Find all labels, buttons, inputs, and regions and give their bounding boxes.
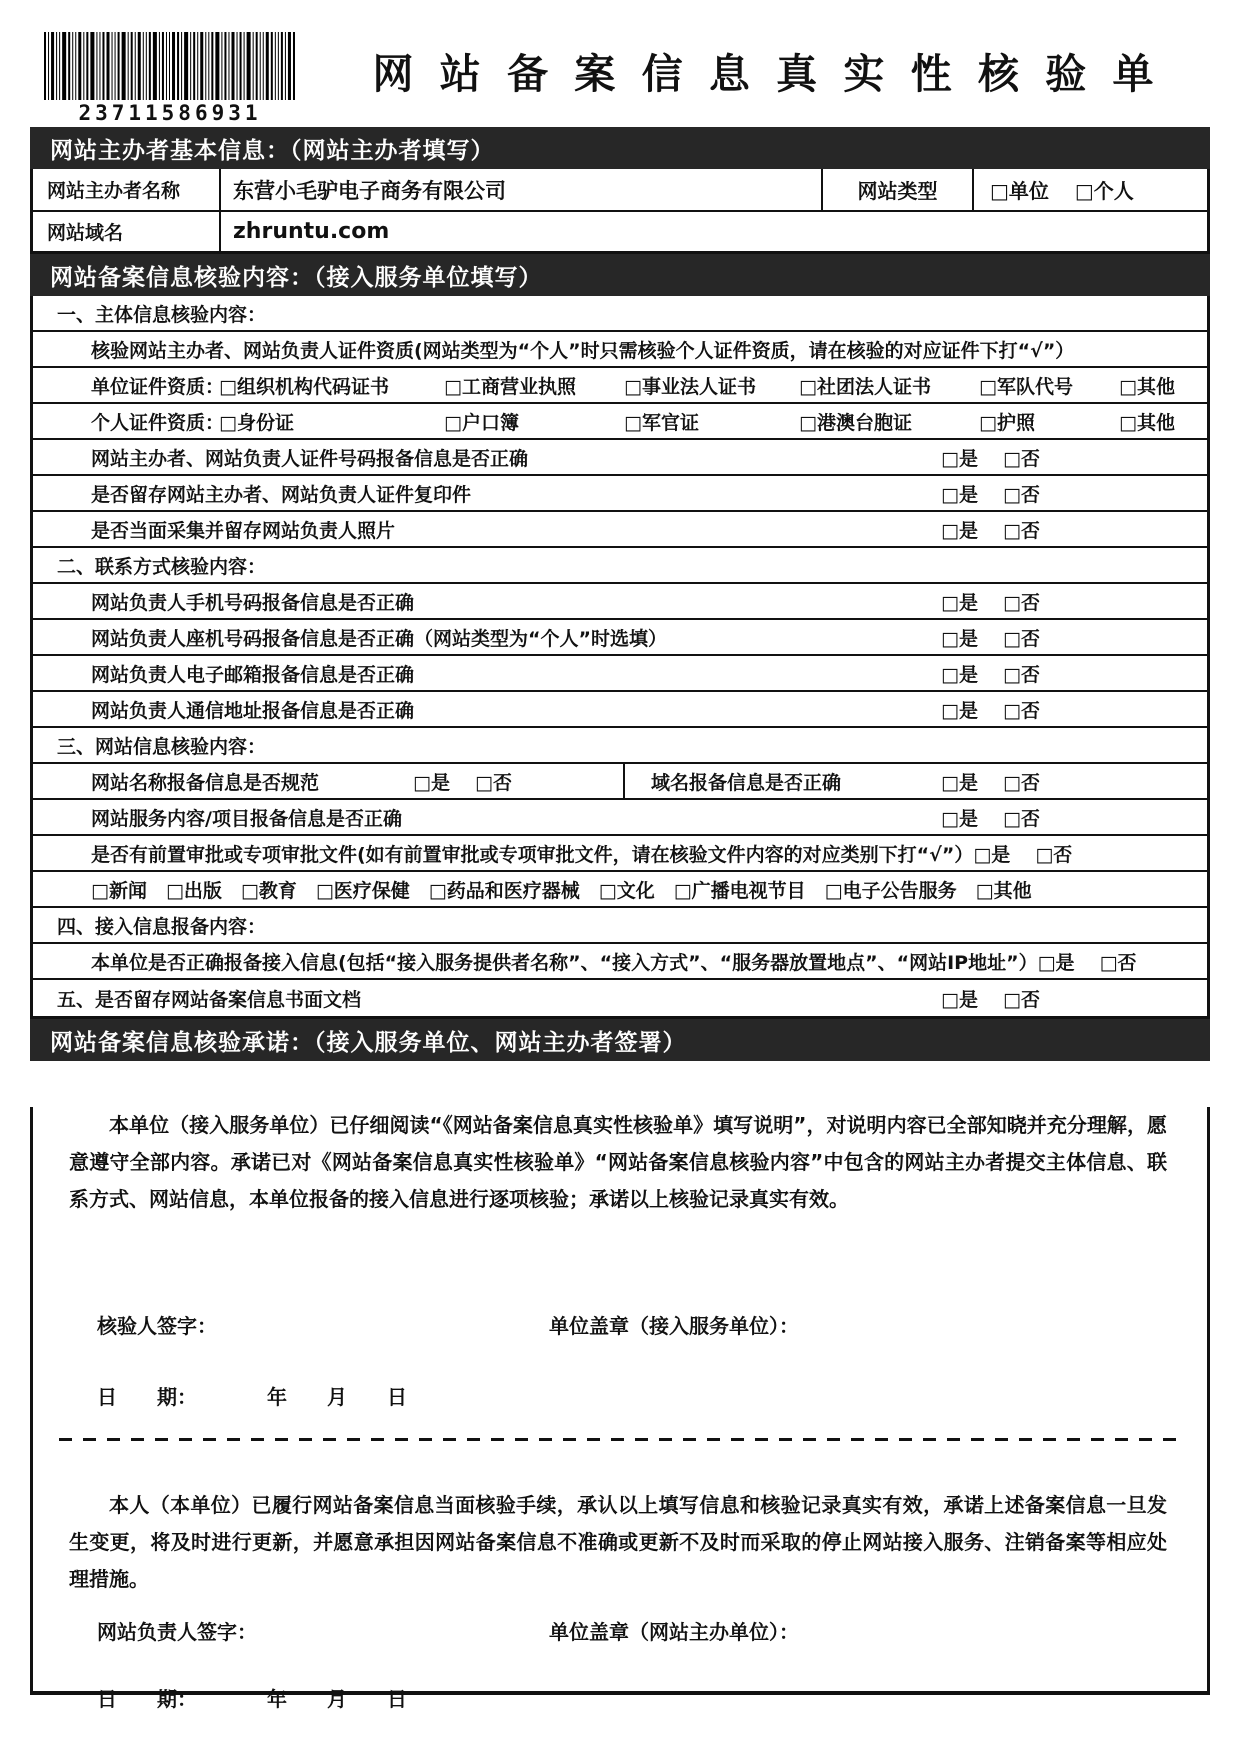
row-text: 核验网站主办者、网站负责人证件资质(网站类型为“个人”时只需核验个人证件资质，请在核验的对应证件下打“√”） — [91, 339, 1075, 362]
verify-row-section-1 — [33, 296, 1207, 332]
site-type-options — [974, 169, 1207, 210]
row-text: 本单位是否正确报备接入信息(包括“接入服务提供者名称”、“接入方式”、“服务器放置地点”、“网站IP地址”） — [91, 951, 1038, 974]
no-checkbox[interactable]: □否 — [1003, 988, 1040, 1011]
row-text: 网站负责人电子邮箱报备信息是否正确 — [91, 663, 415, 686]
cert-checkbox[interactable]: □事业法人证书 — [624, 375, 756, 398]
row-text: 二、联系方式核验内容： — [57, 555, 267, 578]
cert-checkbox[interactable]: □港澳台胞证 — [799, 411, 912, 434]
row-text: 域名报备信息是否正确 — [651, 771, 842, 794]
date-line-owner: 日 期： 年 月 日 — [97, 1687, 407, 1711]
no-checkbox[interactable]: □否 — [475, 771, 512, 794]
row-text: 是否留存网站主办者、网站负责人证件复印件 — [91, 483, 472, 506]
row-text: 网站主办者、网站负责人证件号码报备信息是否正确 — [91, 447, 529, 470]
type-unit-checkbox[interactable]: □单位 — [990, 179, 1049, 203]
isp-seal-label: 单位盖章（接入服务单位）： — [549, 1314, 799, 1338]
page-title: 网 站 备 案 信 息 真 实 性 核 验 单 — [372, 50, 1160, 98]
cert-checkbox[interactable]: □社团法人证书 — [799, 375, 931, 398]
yes-checkbox[interactable]: □是 — [941, 627, 978, 650]
no-checkbox[interactable]: □否 — [1003, 807, 1040, 830]
promise-section-header: 网站备案信息核验承诺：（接入服务单位、网站主办者签署） — [30, 1019, 1210, 1061]
owner-seal-label: 单位盖章（网站主办单位）： — [549, 1620, 799, 1644]
no-checkbox[interactable]: □否 — [1003, 483, 1040, 506]
signature-row-owner — [59, 1616, 1181, 1645]
page-header — [30, 32, 1210, 127]
form-page — [30, 0, 1210, 1711]
verify-section-header: 网站备案信息核验内容：（接入服务单位填写） — [30, 254, 1210, 296]
row-text: 四、接入信息报备内容： — [57, 915, 267, 938]
cert-checkbox[interactable]: □其他 — [1119, 411, 1175, 434]
domain-check-cell — [625, 764, 1207, 798]
domain-label: 网站域名 — [33, 212, 221, 251]
cert-checkbox[interactable]: □护照 — [979, 411, 1035, 434]
yes-checkbox[interactable]: □是 — [413, 771, 450, 794]
yes-checkbox[interactable]: □是 — [941, 988, 978, 1011]
verify-row-check — [33, 620, 1207, 656]
owner-name-label: 网站主办者名称 — [33, 169, 221, 210]
yes-checkbox[interactable]: □是 — [941, 663, 978, 686]
no-checkbox[interactable]: □否 — [1003, 771, 1040, 794]
verify-row-check — [33, 800, 1207, 836]
domain-value: zhruntu.com — [233, 219, 390, 244]
cert-checkbox[interactable]: □工商营业执照 — [444, 375, 576, 398]
verify-row-approval-categories — [33, 872, 1207, 908]
yes-checkbox[interactable]: □是 — [941, 771, 978, 794]
verify-row-section-3 — [33, 728, 1207, 764]
no-checkbox[interactable]: □否 — [1003, 663, 1040, 686]
verify-row-check — [33, 944, 1207, 980]
cert-checkbox[interactable]: □军官证 — [624, 411, 699, 434]
yes-checkbox[interactable]: □是 — [941, 519, 978, 542]
site-manager-signature-label: 网站负责人签字： — [97, 1620, 257, 1644]
category-checkboxes[interactable]: □新闻 □出版 □教育 □医疗保健 □药品和医疗器械 □文化 □广播电视节目 □电子公告服务 □其他 — [91, 879, 1032, 902]
verify-row-check — [33, 476, 1207, 512]
barcode-number: 23711586931 — [78, 101, 262, 125]
type-personal-checkbox[interactable]: □个人 — [1074, 179, 1134, 203]
yes-checkbox[interactable]: □是 — [941, 447, 978, 470]
row-text: 三、网站信息核验内容： — [57, 735, 267, 758]
verify-row-check — [33, 836, 1207, 872]
row-text: 单位证件资质： — [91, 375, 225, 398]
cert-checkbox[interactable]: □组织机构代码证书 — [219, 375, 389, 398]
site-type-label: 网站类型 — [821, 169, 974, 210]
yes-checkbox[interactable]: □是 — [1037, 951, 1075, 974]
row-text: 网站服务内容/项目报备信息是否正确 — [91, 807, 402, 830]
verify-row-check — [33, 692, 1207, 728]
no-checkbox[interactable]: □否 — [1003, 699, 1040, 722]
table-row — [33, 169, 1207, 212]
verify-row-unit-certs — [33, 368, 1207, 404]
verify-row-split — [33, 764, 1207, 800]
row-text: 网站负责人通信地址报备信息是否正确 — [91, 699, 415, 722]
promise-paragraph-owner: 本人（本单位）已履行网站备案信息当面核验手续，承认以上填写信息和核验记录真实有效，承诺上述备案信息一旦发生变更，将及时进行更新，并愿意承担因网站备案信息不准确或更新不及时而采取的停止网站接入服务、注销备案等相应处理措施。 — [69, 1493, 1167, 1591]
verify-row-check — [33, 584, 1207, 620]
barcode-icon — [44, 32, 296, 100]
verify-row-check — [33, 656, 1207, 692]
promise-paragraph-isp: 本单位（接入服务单位）已仔细阅读“《网站备案信息真实性核验单》填写说明”，对说明内容已全部知晓并充分理解，愿意遵守全部内容。承诺已对《网站备案信息真实性核验单》“网站备案信息核验内容”中包含的网站主办者提交主体信息、联系方式、网站信息，本单位报备的接入信息进行逐项核验；承诺以上核验记录真实有效。 — [69, 1113, 1167, 1211]
yes-checkbox[interactable]: □是 — [941, 699, 978, 722]
verify-row-personal-certs — [33, 404, 1207, 440]
owner-section-header: 网站主办者基本信息：（网站主办者填写） — [30, 127, 1210, 169]
yes-checkbox[interactable]: □是 — [941, 483, 978, 506]
no-checkbox[interactable]: □否 — [1099, 951, 1137, 974]
row-text: 是否当面采集并留存网站负责人照片 — [91, 519, 396, 542]
row-text: 五、是否留存网站备案信息书面文档 — [57, 988, 362, 1011]
row-text: 是否有前置审批或专项审批文件(如有前置审批或专项审批文件，请在核验文件内容的对应类别下打“√”） — [91, 843, 974, 866]
cert-checkbox[interactable]: □身份证 — [219, 411, 294, 434]
cert-checkbox[interactable]: □军队代号 — [979, 375, 1073, 398]
table-row — [33, 212, 1207, 251]
yes-checkbox[interactable]: □是 — [941, 591, 978, 614]
owner-name-value: 东营小毛驴电子商务有限公司 — [233, 178, 506, 203]
barcode-block — [30, 32, 322, 127]
verify-table — [30, 296, 1210, 1019]
verify-row-cert-note — [33, 332, 1207, 368]
site-name-cell — [33, 764, 625, 798]
row-text: 一、主体信息核验内容： — [57, 303, 267, 326]
owner-info-table — [30, 169, 1210, 254]
signature-row-isp — [59, 1310, 1181, 1339]
dashed-divider — [59, 1438, 1181, 1441]
no-checkbox[interactable]: □否 — [1035, 843, 1073, 866]
verify-row-check — [33, 440, 1207, 476]
cert-checkbox[interactable]: □其他 — [1119, 375, 1175, 398]
no-checkbox[interactable]: □否 — [1003, 627, 1040, 650]
verify-row-check — [33, 512, 1207, 548]
verify-row-section-5 — [33, 980, 1207, 1016]
row-text: 网站名称报备信息是否规范 — [91, 771, 320, 794]
row-text: 网站负责人手机号码报备信息是否正确 — [91, 591, 415, 614]
row-text: 个人证件资质： — [91, 411, 225, 434]
no-checkbox[interactable]: □否 — [1003, 447, 1040, 470]
no-checkbox[interactable]: □否 — [1003, 591, 1040, 614]
verify-row-section-4 — [33, 908, 1207, 944]
verifier-signature-label: 核验人签字： — [97, 1314, 217, 1338]
yes-checkbox[interactable]: □是 — [941, 807, 978, 830]
cert-checkbox[interactable]: □户口簿 — [444, 411, 519, 434]
no-checkbox[interactable]: □否 — [1003, 519, 1040, 542]
verify-row-section-2 — [33, 548, 1207, 584]
yes-checkbox[interactable]: □是 — [973, 843, 1011, 866]
row-text: 网站负责人座机号码报备信息是否正确（网站类型为“个人”时选填） — [91, 627, 667, 650]
promise-box — [30, 1107, 1210, 1711]
date-line-isp: 日 期： 年 月 日 — [97, 1385, 407, 1409]
